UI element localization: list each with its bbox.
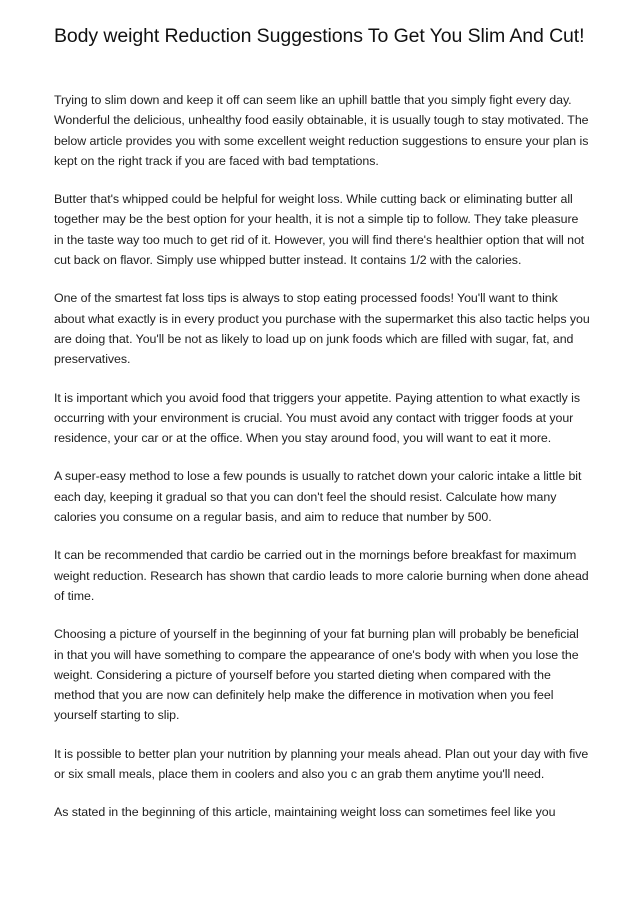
- paragraph: It is important which you avoid food that triggers your appetite. Paying attention to what exactly is occurring with your environment is crucial. You must avoid any contact with trigger foods at your residence, your car or at the office. When you stay around food, you will want to eat it more.: [54, 390, 580, 446]
- paragraph: Butter that's whipped could be helpful for weight loss. While cutting back or eliminating butter all together may be the best option for your health, it is not a simple tip to follow. They take pleasure in the taste way too much to get rid of it. However, you will find there's healthier option that will not cut back on flavor. Simply use whipped butter instead. It contains 1/2 with the calories.: [54, 192, 585, 268]
- paragraph: Trying to slim down and keep it off can seem like an uphill battle that you simply fight every day. Wonderful the delicious, unhealthy food easily obtainable, it is usually tough to stay motivated. The below article provides you with some excellent weight reduction suggestions to ensure your plan is kept on the right track if you are faced with bad temptations.: [54, 93, 589, 168]
- paragraph: Choosing a picture of yourself in the beginning of your fat burning plan will probably be beneficial in that you will have something to compare the appearance of one's body with when you lose the weight. Considering a picture of yourself before you started dieting when compared with the method that you are now can definitely help make the difference in motivation when you feel yourself starting to slip.: [54, 627, 579, 723]
- paragraph: It is possible to better plan your nutrition by planning your meals ahead. Plan out your day with five or six small meals, place them in coolers and also you c an grab them anytime you'll need.: [54, 746, 589, 782]
- paragraph: A super-easy method to lose a few pounds is usually to ratchet down your caloric intake a little bit each day, keeping it gradual so that you can don't feel the should resist. Calculate how many calories you consume on a regular basis, and aim to reduce that number by 500.: [54, 469, 582, 525]
- paragraph: It can be recommended that cardio be carried out in the mornings before breakfast for maximum weight reduction. Research has shown that cardio leads to more calorie burning when done ahead of time.: [54, 548, 589, 603]
- document-title: Body weight Reduction Suggestions To Get You Slim And Cut!: [54, 25, 585, 47]
- document-body: [54, 90, 590, 841]
- paragraph: One of the smartest fat loss tips is always to stop eating processed foods! You'll want to think about what exactly is in every product you purchase with the supermarket this also tactic helps you are doing that. You'll be not as likely to load up on junk foods which are filled with sugar, fat, and preservatives.: [54, 291, 590, 367]
- paragraph: As stated in the beginning of this article, maintaining weight loss can sometimes feel like you: [54, 805, 556, 820]
